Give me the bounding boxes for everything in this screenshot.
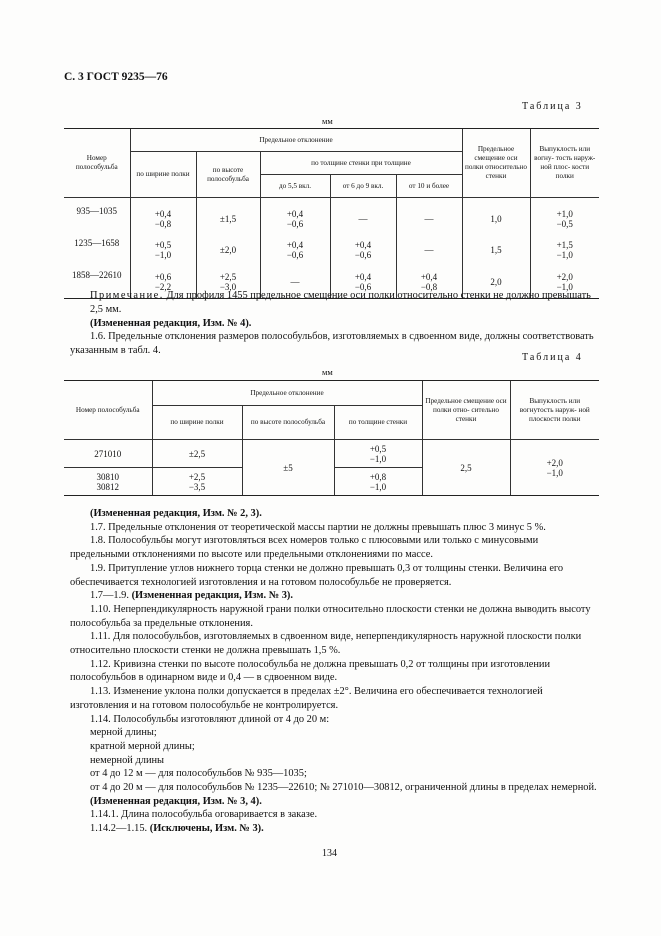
t3-h-t1: до 5,5 вкл.	[260, 175, 330, 198]
t3-h-shift: Предельное смещение оси полки относительно стенки	[462, 129, 530, 198]
t4-cell: ±5	[242, 440, 334, 496]
t3-cell: −0,6	[286, 250, 304, 260]
t3-cell: +0,4	[420, 272, 438, 282]
note-label: Примечание.	[90, 290, 164, 301]
t3-cell: −0,6	[354, 250, 372, 260]
t3-cell: −0,8	[154, 219, 172, 229]
table4	[64, 380, 599, 496]
t4-h-number: Номер полособульба	[64, 381, 152, 440]
t3-cell: −2,2	[154, 282, 172, 292]
paragraph	[70, 822, 600, 836]
t4-cell: −1,0	[546, 467, 563, 478]
edit-note: (Измененная редакция, Изм. № 3).	[131, 590, 293, 602]
t4-h-thickness: по толщине стенки	[334, 406, 422, 440]
t3-cell: −0,8	[420, 282, 438, 292]
t4-num: 30812	[96, 481, 119, 492]
paragraph: 1.6. Предельные отклонения размеров полособульбов, изготовляемых в сдвоенном виде, должны соответствовать указанным в табл. 4.	[70, 331, 594, 356]
paragraph: 1.13. Изменение уклона полки допускается в пределах ±2°. Величина его обеспечивается технологией изготовления и на готовом полособульбе не контролируется.	[70, 686, 543, 711]
t3-cell: +1,0	[556, 209, 573, 219]
t4-cell: −1,0	[369, 481, 387, 492]
t3-cell: −1,0	[556, 282, 573, 292]
t3-cell: 2,0	[462, 266, 530, 299]
t4-cell: ±2,5	[152, 440, 242, 468]
note-text: Для профиля 1455 предельное смещение оси полки относительно стенки не должно превышать 2,5 мм.	[90, 290, 591, 315]
t3-cell: 1,0	[462, 198, 530, 235]
t3-cell: —	[396, 198, 462, 235]
list-item: от 4 до 12 м — для полособульбов № 935—1035;	[90, 768, 307, 780]
table-row	[64, 234, 599, 266]
page-number: 134	[322, 848, 337, 859]
table3	[64, 128, 599, 299]
table3-note	[90, 289, 600, 316]
table4-caption: Таблица 4	[522, 352, 583, 363]
list-item: немерной длины	[90, 754, 165, 766]
t3-cell: +1,5	[556, 240, 573, 250]
t3-cell: —	[330, 198, 396, 235]
t3-cell: −0,6	[286, 219, 304, 229]
t4-cell: +0,5	[369, 443, 387, 454]
paragraph: 1.7. Предельные отклонения от теоретической массы партии не должны превышать плюс 3 минус 5 %.	[90, 521, 546, 533]
t3-num: 1858—22610	[64, 266, 130, 299]
t3-cell: —	[396, 234, 462, 266]
edit-note: (Измененная редакция, Изм. № 3, 4).	[90, 795, 262, 807]
t3-cell: +0,4	[286, 240, 304, 250]
t3-cell: 1,5	[462, 234, 530, 266]
table-row	[64, 440, 599, 468]
list-item: мерной длины;	[90, 727, 157, 739]
t3-cell: −0,6	[354, 282, 372, 292]
t3-cell: ±1,5	[196, 198, 260, 235]
t3-h-number: Номер полособульба	[64, 129, 130, 198]
t4-h-shift: Предельное смещение оси полки отно- сительно стенки	[422, 381, 510, 440]
paragraph: 1.8. Полособульбы могут изготовляться всех номеров только с плюсовыми или только с минусовыми предельными отклонениями по высоте или предельными отклонениями по массе.	[70, 535, 539, 561]
paragraph: 1.14.1. Длина полособульба оговаривается в заказе.	[90, 809, 318, 821]
t3-cell: +0,5	[154, 240, 172, 250]
t3-cell: +0,6	[154, 272, 172, 282]
t3-h-t3: от 10 и более	[396, 175, 462, 198]
t3-cell: −1,0	[556, 250, 573, 260]
t3-cell: −1,0	[154, 250, 172, 260]
t3-cell: +0,4	[354, 272, 372, 282]
edit-note: (Измененная редакция, Изм. № 2, 3).	[90, 508, 262, 519]
edit-note: (Исключены, Изм. № 3).	[149, 823, 264, 835]
t3-cell: −0,5	[556, 219, 573, 229]
t3-h-convex: Выпуклость или вогну- тость наруж- ной плос- кости полки	[530, 129, 599, 198]
t3-cell: +0,4	[154, 209, 172, 219]
t3-cell: +0,4	[286, 209, 304, 219]
paragraph: 1.10. Неперпендикулярность наружной грани полки относительно плоскости стенки не должна выводить высоту полособульба за предельные отклонения.	[70, 603, 591, 629]
t3-cell: +0,4	[354, 240, 372, 250]
list-item: от 4 до 20 м — для полособульбов № 1235—22610; № 271010—30812, ограниченной длины в пределах немерной.	[90, 782, 597, 794]
t4-num: 30810	[96, 471, 119, 482]
t3-h-deviation: Предельное отклонение	[130, 129, 462, 152]
t3-h-height: по высоте полособульба	[196, 152, 260, 198]
t3-h-width: по ширине полки	[130, 152, 196, 198]
paragraph: 1.14. Полособульбы изготовляют длиной от 4 до 20 м:	[90, 713, 330, 725]
t4-cell: +2,0	[546, 457, 563, 468]
t3-h-t2: от 6 до 9 вкл.	[330, 175, 396, 198]
t3-cell: −3,0	[219, 282, 237, 292]
paragraph: 1.11. Для полособульбов, изготовляемых в сдвоенном виде, неперпендикулярность наружной плоскости полки относительно плоскости стенки не должна превышать 1,5 %.	[70, 631, 582, 657]
para-number: 1.7—1.9.	[90, 590, 129, 602]
t3-cell: +2,5	[219, 272, 237, 282]
t4-h-height: по высоте полособульба	[242, 406, 334, 440]
paragraph: 1.12. Кривизна стенки по высоте полособульба не должна превышать 0,2 от толщины при изготовлении полособульбов в одинарном виде и 0,4 — в сдвоенном виде.	[70, 658, 551, 684]
table3-caption: Таблица 3	[522, 101, 583, 112]
page-header: С. 3 ГОСТ 9235—76	[64, 71, 168, 83]
t4-h-deviation: Предельное отклонение	[152, 381, 422, 406]
paragraph	[70, 589, 600, 603]
t4-cell: +0,8	[369, 471, 387, 482]
t3-h-thickness: по толщине стенки при толщине	[260, 152, 462, 175]
paragraph: 1.9. Притупление углов нижнего торца стенки не должно превышать 0,3 от толщины стенки. Величина его обеспечивается технологией изготовления и на готовом полособульбе не проверяется.	[70, 562, 564, 588]
edit-note: (Измененная редакция, Изм. № 4).	[90, 318, 252, 329]
t4-cell: −3,5	[188, 481, 206, 492]
t4-cell: −1,0	[369, 453, 387, 464]
para-number: 1.14.2—1.15.	[90, 823, 148, 835]
body-text	[70, 507, 600, 836]
t3-cell: —	[260, 266, 330, 299]
t3-cell: +2,0	[556, 272, 573, 282]
t4-h-width: по ширине полки	[152, 406, 242, 440]
t3-cell: ±2,0	[196, 234, 260, 266]
list-item: кратной мерной длины;	[90, 740, 195, 752]
t3-num: 1235—1658	[74, 238, 120, 248]
t4-h-convex: Выпуклость или вогнутость наруж- ной плоскости полки	[510, 381, 599, 440]
table3-unit: мм	[322, 116, 333, 126]
table-row	[64, 198, 599, 235]
t4-num: 271010	[64, 440, 152, 468]
t3-num: 935—1035	[76, 206, 117, 216]
table4-unit: мм	[322, 367, 333, 377]
t4-cell: +2,5	[188, 471, 206, 482]
t4-cell: 2,5	[422, 440, 510, 496]
